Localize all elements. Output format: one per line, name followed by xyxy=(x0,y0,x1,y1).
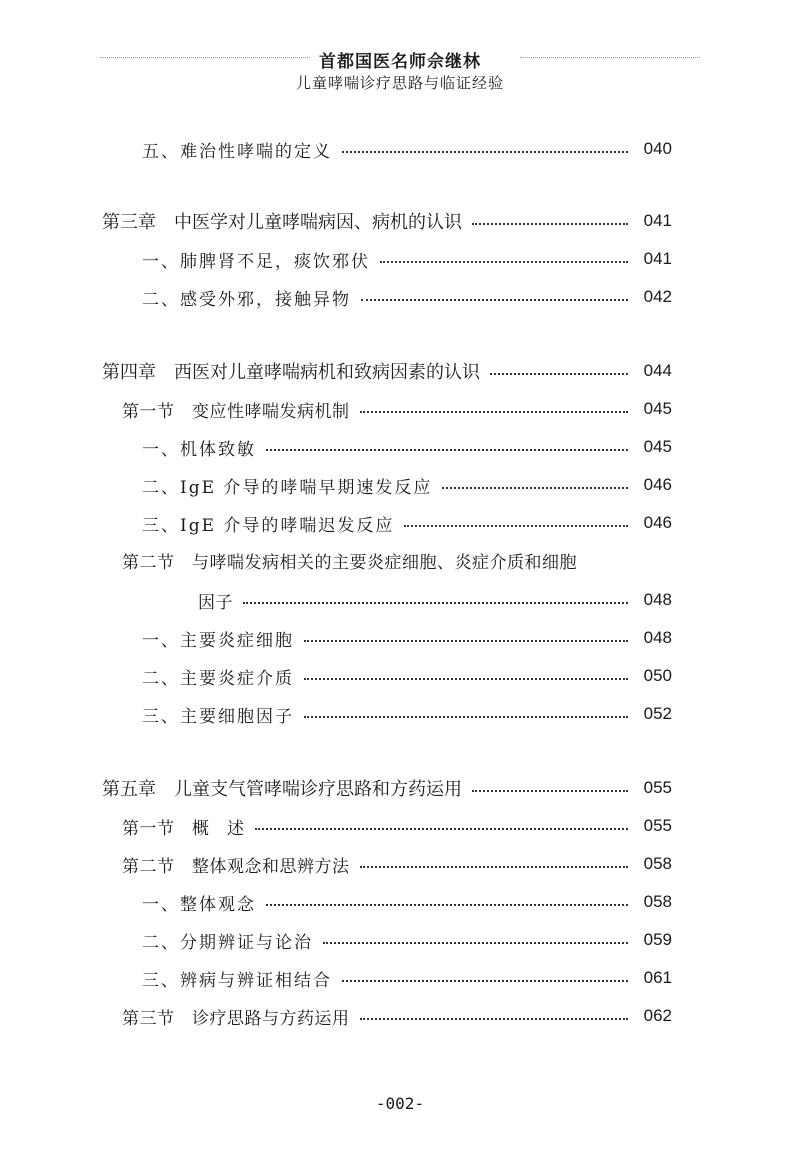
toc-entry xyxy=(142,963,672,993)
toc-entry xyxy=(142,244,672,274)
toc-entry-label: 一、肺脾肾不足，痰饮邪伏 xyxy=(142,251,370,272)
toc-leader-dots xyxy=(266,904,628,906)
page-number-footer: -002- xyxy=(375,1094,425,1113)
toc-entry-label: 第三节 诊疗思路与方药运用 xyxy=(122,1008,350,1029)
toc-page-number: 040 xyxy=(643,139,672,158)
header-title: 首都国医名师佘继林 xyxy=(319,52,481,72)
toc-page-number: 044 xyxy=(643,361,672,380)
toc-entry-label: 一、整体观念 xyxy=(142,894,256,915)
toc-entry-label: 一、机体致敏 xyxy=(142,439,256,460)
toc-leader-dots xyxy=(304,678,628,680)
toc-entry xyxy=(142,134,672,164)
toc-page-number: 061 xyxy=(643,968,672,987)
toc-leader-dots xyxy=(360,1018,629,1020)
toc-section-entry xyxy=(122,811,672,841)
toc-entry xyxy=(142,925,672,955)
toc-section-label-line1: 第二节 与哮喘发病相关的主要炎症细胞、炎症介质和细胞 xyxy=(122,553,577,573)
toc-entry-label: 二、IgE 介导的哮喘早期速发反应 xyxy=(142,477,433,498)
toc-entry xyxy=(142,508,672,538)
toc-entry xyxy=(142,699,672,729)
toc-page-number: 050 xyxy=(643,666,672,685)
toc-page-number: 041 xyxy=(643,211,672,230)
toc-leader-dots xyxy=(342,980,628,982)
toc-entry xyxy=(142,432,672,462)
toc-leader-dots xyxy=(304,640,628,642)
toc-entry-label: 因子 xyxy=(198,592,233,613)
header-subtitle: 儿童哮喘诊疗思路与临证经验 xyxy=(295,74,504,92)
toc-entry-label: 第五章 儿童支气管哮喘诊疗思路和方药运用 xyxy=(102,779,462,800)
toc-section-entry xyxy=(122,1001,672,1031)
toc-leader-dots xyxy=(342,151,628,153)
toc-page-number: 048 xyxy=(643,590,672,609)
toc-leader-dots xyxy=(266,449,628,451)
toc-leader-dots xyxy=(255,828,629,830)
toc-entry xyxy=(142,623,672,653)
toc-page-number: 052 xyxy=(643,704,672,723)
toc-leader-dots xyxy=(472,223,628,225)
toc-entry xyxy=(142,282,672,312)
toc-entry-label: 三、辨病与辨证相结合 xyxy=(142,970,332,991)
toc-entry-label: 第一节 概 述 xyxy=(122,818,245,839)
toc-section-entry xyxy=(122,849,672,879)
toc-page-number: 046 xyxy=(643,475,672,494)
toc-page-number: 042 xyxy=(643,287,672,306)
toc-entry-label: 二、主要炎症介质 xyxy=(142,668,294,689)
toc-entry xyxy=(142,887,672,917)
toc-entry-label: 三、IgE 介导的哮喘迟发反应 xyxy=(142,515,395,536)
toc-leader-dots xyxy=(472,790,628,792)
toc-entry-label: 第三章 中医学对儿童哮喘病因、病机的认识 xyxy=(102,212,462,233)
toc-leader-dots xyxy=(361,299,628,301)
toc-entry xyxy=(142,470,672,500)
toc-entry-label: 一、主要炎症细胞 xyxy=(142,630,294,651)
toc-leader-dots xyxy=(243,602,628,604)
toc-chapter-entry xyxy=(102,356,672,386)
toc-page-number: 055 xyxy=(643,816,672,835)
toc-page-number: 055 xyxy=(643,778,672,797)
toc-page-number: 059 xyxy=(643,930,672,949)
toc-leader-dots xyxy=(360,411,629,413)
toc-entry-label: 二、分期辨证与论治 xyxy=(142,932,313,953)
toc-section-entry xyxy=(198,585,672,615)
toc-chapter-entry xyxy=(102,773,672,803)
toc-page-number: 058 xyxy=(643,854,672,873)
toc-leader-dots xyxy=(323,942,628,944)
toc-entry-label: 二、感受外邪，接触异物 xyxy=(142,289,351,310)
toc-page-number: 045 xyxy=(643,437,672,456)
toc-page-number: 048 xyxy=(643,628,672,647)
toc-page-number: 062 xyxy=(643,1006,672,1025)
toc-leader-dots xyxy=(490,373,628,375)
toc-leader-dots xyxy=(360,866,629,868)
toc-entry-label: 三、主要细胞因子 xyxy=(142,706,294,727)
toc-entry-label: 第四章 西医对儿童哮喘病机和致病因素的认识 xyxy=(102,362,480,383)
toc-leader-dots xyxy=(304,716,628,718)
toc-section-entry xyxy=(122,394,672,424)
toc-page-number: 041 xyxy=(643,249,672,268)
running-header xyxy=(0,0,800,100)
toc-entry-label: 五、难治性哮喘的定义 xyxy=(142,141,332,162)
toc-leader-dots xyxy=(380,261,628,263)
toc-page-number: 058 xyxy=(643,892,672,911)
toc-chapter-entry xyxy=(102,206,672,236)
toc-leader-dots xyxy=(442,487,628,489)
toc-leader-dots xyxy=(404,525,628,527)
toc-page-number: 045 xyxy=(643,399,672,418)
toc-entry-label: 第一节 变应性哮喘发病机制 xyxy=(122,401,350,422)
toc-entry-label: 第二节 整体观念和思辨方法 xyxy=(122,856,350,877)
toc-entry xyxy=(142,661,672,691)
toc-page-number: 046 xyxy=(643,513,672,532)
